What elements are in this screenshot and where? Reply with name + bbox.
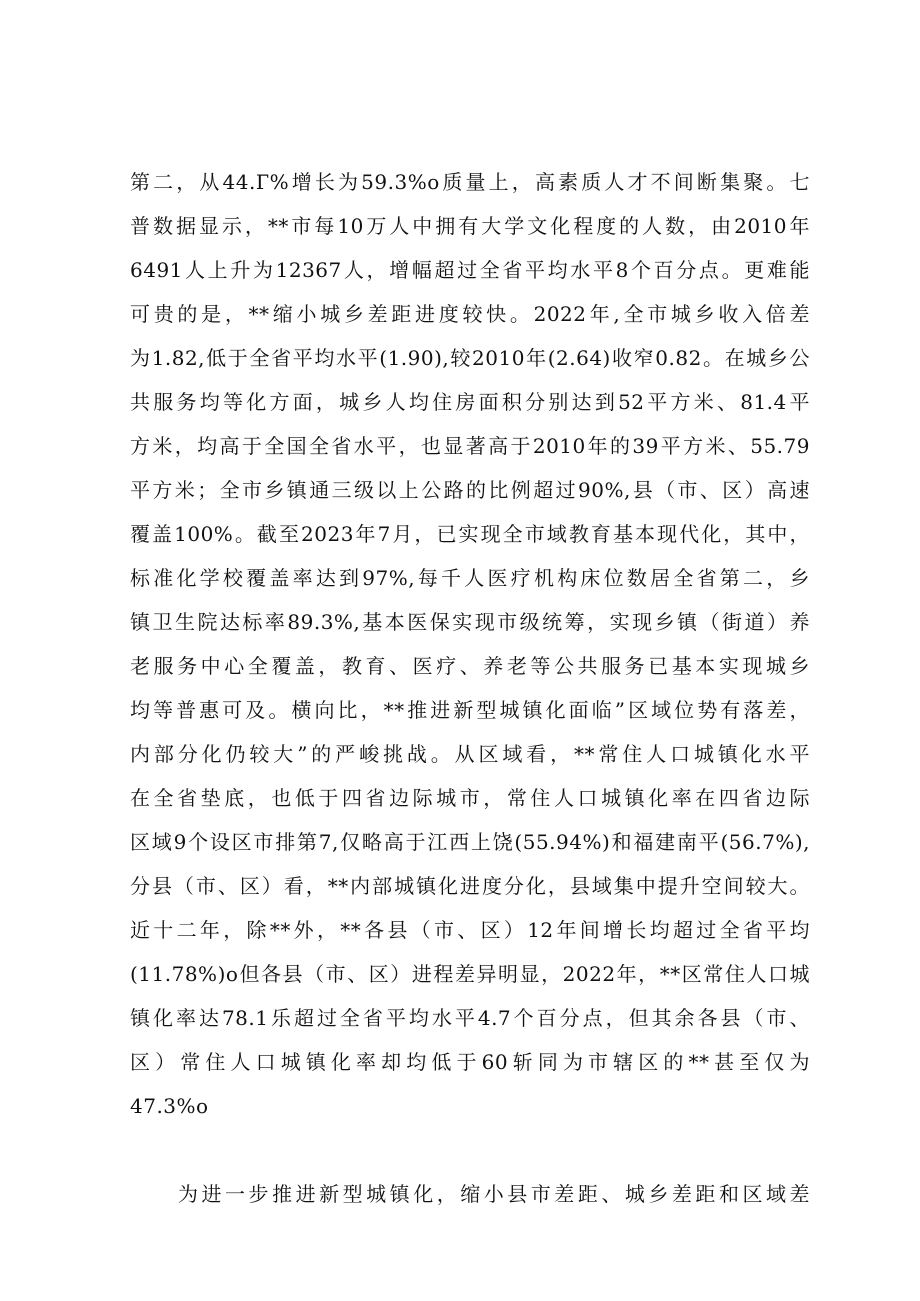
paragraph-line-16: 区域9个设区市排第7,仅略高于江西上饶(55.94%)和福建南平(56.7%),	[130, 830, 810, 854]
paragraph-line-19: (11.78%)o但各县（市、区）进程差异明显，2022年，**区常住人口城	[130, 962, 810, 986]
paragraph-2-line-1: 为进一步推进新型城镇化，缩小县市差距、城乡差距和区域差	[178, 1182, 810, 1206]
paragraph-line-15: 在全省垫底，也低于四省边际城市，常住人口城镇化率在四省边际	[130, 786, 810, 810]
paragraph-line-18: 近十二年，除**外，**各县（市、区）12年间增长均超过全省平均	[130, 918, 810, 942]
paragraph-line-17: 分县（市、区）看，**内部城镇化进度分化，县域集中提升空间较大。	[130, 874, 810, 898]
paragraph-gap	[130, 1128, 810, 1172]
paragraph-line-5: 为1.82,低于全省平均水平(1.90),较2010年(2.64)收窄0.82。在城乡公	[130, 346, 810, 370]
paragraph-line-14: 内部分化仍较大”的严峻挑战。从区域看，**常住人口城镇化水平	[130, 742, 810, 766]
paragraph-line-3: 6491人上升为12367人，增幅超过全省平均水平8个百分点。更难能	[130, 258, 810, 282]
paragraph-line-8: 平方米；全市乡镇通三级以上公路的比例超过90%,县（市、区）高速	[130, 478, 810, 502]
body-text	[130, 160, 810, 1216]
paragraph-line-13: 均等普惠可及。横向比，**推进新型城镇化面临”区域位势有落差，	[130, 698, 810, 722]
paragraph-line-22: 47.3%o	[130, 1094, 209, 1118]
paragraph-line-10: 标准化学校覆盖率达到97%,每千人医疗机构床位数居全省第二，乡	[130, 566, 810, 590]
paragraph-line-4: 可贵的是，**缩小城乡差距进度较快。2022年,全市城乡收入倍差	[130, 302, 810, 326]
paragraph-line-2: 普数据显示，**市每10万人中拥有大学文化程度的人数，由2010年	[130, 214, 810, 238]
paragraph-line-21: 区）常住人口城镇化率却均低于60斩同为市辖区的**甚至仅为	[130, 1050, 810, 1074]
paragraph-line-9: 覆盖100%。截至2023年7月，已实现全市域教育基本现代化，其中，	[130, 522, 810, 546]
paragraph-line-7: 方米，均高于全国全省水平，也显著高于2010年的39平方米、55.79	[130, 434, 810, 458]
paragraph-line-12: 老服务中心全覆盖，教育、医疗、养老等公共服务已基本实现城乡	[130, 654, 810, 678]
paragraph-line-20: 镇化率达78.1乐超过全省平均水平4.7个百分点，但其余各县（市、	[130, 1006, 810, 1030]
paragraph-line-1: 第二，从44.Г%增长为59.3%o质量上，高素质人才不间断集聚。七	[130, 170, 810, 194]
paragraph-line-6: 共服务均等化方面，城乡人均住房面积分别达到52平方米、81.4平	[130, 390, 810, 414]
paragraph-line-11: 镇卫生院达标率89.3%,基本医保实现市级统筹，实现乡镇（街道）养	[130, 610, 810, 634]
